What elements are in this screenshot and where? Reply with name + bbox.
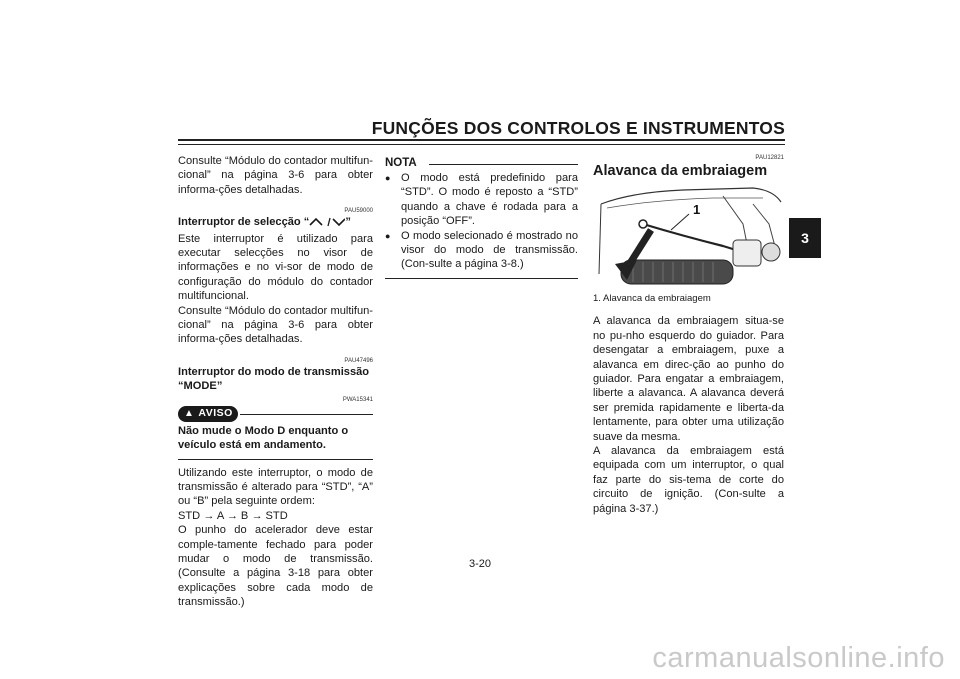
mode-switch-heading: Interruptor do modo de transmissão “MODE” (178, 365, 370, 393)
selection-title: Interruptor de selecção “ (178, 216, 310, 229)
figure-caption: 1. Alavanca da embraiagem (593, 293, 711, 304)
bullet-icon: ● (385, 230, 391, 241)
mode-body-1: Utilizando este interruptor, o modo de transmissão é alterado para “STD”, “A” ou “B” pela seguinte ordem: (178, 466, 373, 508)
selection-body-2: Consulte “Módulo do contador multifun-cional” na página 3-6 para obter informa-ções detalhadas. (178, 304, 373, 346)
section-code: PAU47496 (344, 357, 373, 364)
bullet-icon: ● (385, 173, 391, 183)
nota-header (385, 156, 578, 171)
mode-body-2: O punho do acelerador deve estar comple-tamente fechado para poder mudar o modo de transmissão. (Consulte a página 3-18 para obter explicações sobre cada modo de transmissão.) (178, 524, 373, 609)
nota-label: NOTA (385, 157, 417, 169)
clutch-body-1: A alavanca da embraiagem situa-se no pu-nho esquerdo do guiador. Para desengatar a embraiagem, puxe a alavanca em direc-ção ao punho do guiador. Para engatar a embraiagem, liberte a alavanca. A alavanca deverá ser premida rapidamente e liberta-da lentamente, para obter uma utilização suave da mesma. (593, 315, 784, 443)
aviso-label: AVISO (198, 407, 233, 420)
nota-end-rule (385, 278, 578, 279)
nota-bullet-text: O modo selecionado é mostrado no visor do modo de transmissão. (Con-sulte a página 3-8.) (401, 229, 578, 271)
selection-title-end: ” (345, 216, 351, 229)
clutch-body-2: A alavanca da embraiagem está equipada com um interruptor, o qual faz parte do sis-tema de corte do circuito de ignição. (Con-sulte a página 3-37.) (593, 445, 784, 515)
section-code: PAU59000 (344, 208, 373, 215)
clutch-lever-drawing (593, 184, 783, 292)
right-column (593, 154, 784, 516)
nota-bullet (385, 171, 578, 229)
selection-switch-heading (178, 215, 373, 231)
nota-rule (429, 164, 578, 165)
intro-paragraph: Consulte “Módulo do contador multifun-cional” na página 3-6 para obter informa-ções detalhadas. (178, 155, 373, 196)
mode-sequence: STD → A → B → STD (178, 509, 288, 522)
watermark: carmanualsonline.info (652, 642, 945, 674)
section-code: PAU12821 (755, 155, 784, 161)
selection-body-1: Este interruptor é utilizado para executar selecções no visor de informações e no vi-sor de modo de configuração do módulo do contador multifuncional. (178, 232, 373, 303)
page-header-title: FUNÇÕES DOS CONTROLOS E INSTRUMENTOS (371, 118, 785, 138)
chapter-tab: 3 (789, 218, 821, 258)
left-column (178, 154, 373, 610)
figure-callout: 1 (693, 202, 701, 217)
nota-bullet (385, 229, 578, 272)
warning-icon: ▲ (184, 407, 195, 419)
header-rule (178, 139, 785, 141)
clutch-lever-heading: Alavanca da embraiagem (593, 163, 768, 179)
aviso-text: Não mude o Modo D enquanto o veículo está em andamento. (178, 424, 349, 452)
aviso-badge (178, 406, 238, 422)
middle-column (385, 156, 578, 279)
up-down-icon (309, 217, 345, 231)
aviso-rule (240, 414, 373, 415)
aviso-code: PWA15341 (342, 396, 373, 403)
aviso-banner (178, 406, 373, 424)
nota-bullet-text: O modo está predefinido para “STD”. O modo é reposto a “STD” quando a chave é rodada para a posição “OFF”. (401, 172, 578, 228)
header-rule-thin (178, 144, 785, 145)
clutch-lever-illustration (593, 184, 783, 292)
page-number: 3-20 (468, 558, 492, 570)
